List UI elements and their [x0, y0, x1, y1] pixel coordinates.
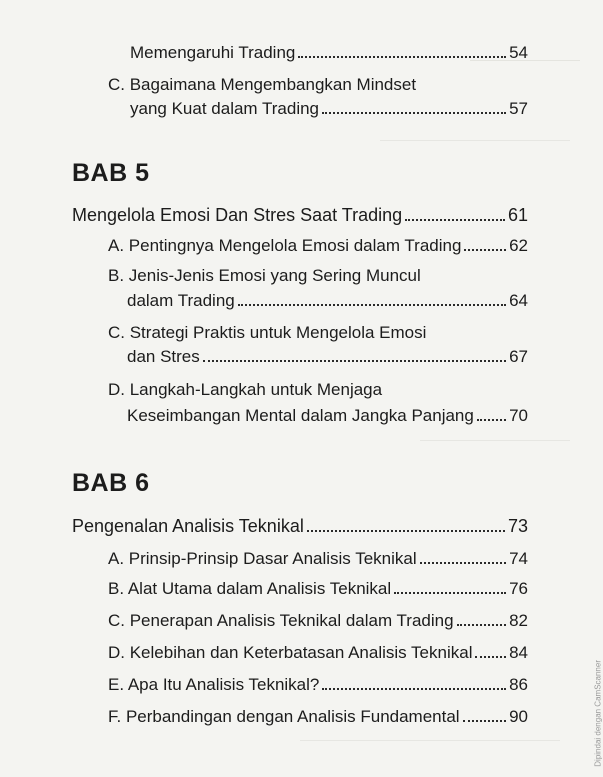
toc-entry-page: 90	[509, 707, 528, 726]
toc-entry-page: 64	[509, 291, 528, 310]
dot-leader	[457, 624, 507, 626]
toc-entry-bab5-b[interactable]	[127, 290, 528, 312]
toc-entry-title: A. Prinsip-Prinsip Dasar Analisis Teknikal	[108, 549, 417, 568]
dot-leader	[463, 720, 506, 722]
dot-leader	[477, 419, 506, 421]
toc-entry-page: 61	[507, 205, 528, 225]
toc-entry-b-continued[interactable]	[130, 42, 528, 64]
toc-entry-bab5-d-line1: D. Langkah-Langkah untuk Menjaga	[108, 380, 383, 399]
toc-entry-bab5-c[interactable]	[127, 346, 528, 368]
dot-leader	[298, 56, 506, 58]
toc-entry-bab6-c[interactable]	[108, 610, 528, 632]
toc-entry-c-line1: C. Bagaimana Mengembangkan Mindset	[108, 75, 417, 94]
toc-entry-page: 70	[509, 406, 528, 425]
toc-entry-title: Mengelola Emosi Dan Stres Saat Trading	[72, 205, 403, 225]
chapter-title-bab5[interactable]	[72, 204, 528, 226]
toc-entry-bab6-b[interactable]	[108, 578, 528, 600]
toc-entry-title: dalam Trading	[127, 291, 235, 310]
dot-leader	[475, 656, 506, 658]
toc-entry-title: F. Perbandingan dengan Analisis Fundamental	[108, 707, 460, 726]
toc-entry-bab6-f[interactable]	[108, 706, 528, 728]
toc-entry-bab5-b-line1: B. Jenis-Jenis Emosi yang Sering Muncul	[108, 266, 421, 285]
dot-leader	[307, 530, 505, 532]
toc-entry-title: Keseimbangan Mental dalam Jangka Panjang	[127, 406, 474, 425]
toc-entry-title: Memengaruhi Trading	[130, 43, 296, 62]
toc-entry-bab5-d[interactable]	[127, 405, 528, 427]
toc-entry-bab6-e[interactable]	[108, 674, 528, 696]
toc-entry-page: 76	[509, 579, 528, 598]
toc-entry-bab6-a[interactable]	[108, 548, 528, 570]
toc-entry-title: B. Alat Utama dalam Analisis Teknikal	[108, 579, 392, 598]
dot-leader	[405, 219, 505, 221]
chapter-label-bab5: BAB 5	[72, 159, 150, 187]
toc-entry-title: dan Stres	[127, 347, 200, 366]
dot-leader	[322, 112, 506, 114]
toc-entry-page: 54	[509, 43, 528, 62]
toc-entry-page: 62	[509, 236, 528, 255]
toc-entry-page: 86	[509, 675, 528, 694]
toc-entry-title: E. Apa Itu Analisis Teknikal?	[108, 675, 320, 694]
toc-entry-page: 57	[509, 99, 528, 118]
toc-entry-page: 74	[509, 549, 528, 568]
toc-entry-title: yang Kuat dalam Trading	[130, 99, 320, 118]
dot-leader	[203, 360, 506, 362]
toc-entry-bab5-c-line1: C. Strategi Praktis untuk Mengelola Emosi	[108, 323, 427, 342]
toc-entry-bab5-a[interactable]	[108, 235, 528, 257]
toc-entry-page: 73	[507, 516, 528, 536]
toc-entry-bab6-d[interactable]	[108, 642, 528, 664]
toc-entry-page: 67	[509, 347, 528, 366]
dot-leader	[322, 688, 506, 690]
toc-entry-title: A. Pentingnya Mengelola Emosi dalam Trading	[108, 236, 462, 255]
dot-leader	[394, 592, 506, 594]
toc-entry-page: 84	[509, 643, 528, 662]
chapter-label-bab6: BAB 6	[72, 469, 150, 497]
toc-entry-title: C. Penerapan Analisis Teknikal dalam Trading	[108, 611, 454, 630]
toc-entry-page: 82	[509, 611, 528, 630]
dot-leader	[420, 562, 506, 564]
scanner-watermark: Dipindai dengan CamScanner	[594, 660, 603, 767]
dot-leader	[464, 249, 506, 251]
chapter-title-bab6[interactable]	[72, 515, 528, 537]
dot-leader	[238, 304, 506, 306]
toc-entry-title: Pengenalan Analisis Teknikal	[72, 516, 304, 536]
toc-entry-c[interactable]	[130, 98, 528, 120]
toc-entry-title: D. Kelebihan dan Keterbatasan Analisis Teknikal	[108, 643, 473, 662]
